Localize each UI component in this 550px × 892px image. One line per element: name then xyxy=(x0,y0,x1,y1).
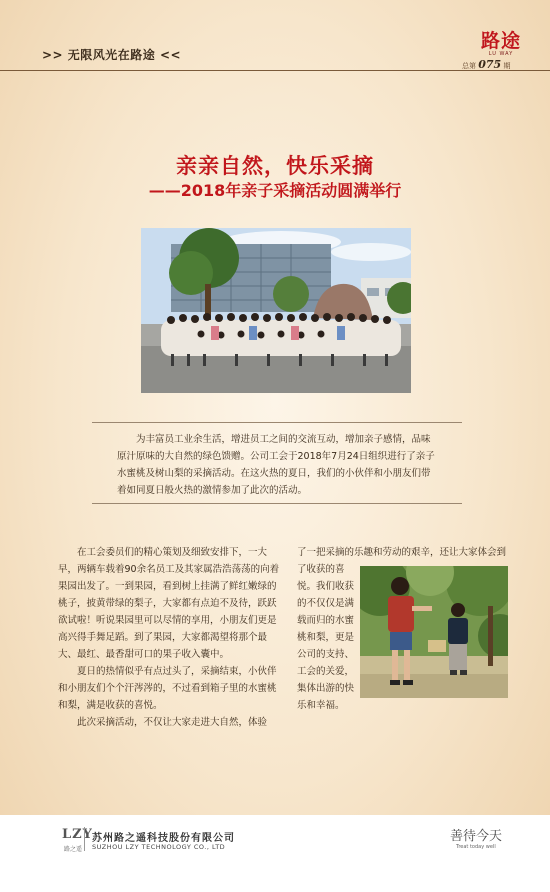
brand-logo xyxy=(466,31,536,58)
group-photo xyxy=(141,228,411,393)
body-left-column xyxy=(58,544,283,731)
issue-suffix: 期 xyxy=(503,62,511,70)
group-photo-image xyxy=(141,228,411,393)
footer-slogan-en: Treat today well xyxy=(456,844,496,850)
footer-slogan: 善待今天 xyxy=(450,829,503,844)
intro-top-rule xyxy=(92,422,462,423)
section-title: >> 无限风光在路途 << xyxy=(42,48,182,62)
intro-paragraph: 为丰富员工业余生活，增进员工之间的交流互动，增加亲子感情，品味原汁原味的大自然的绿色馈赠。公司工会于2018年7月24日组织进行了亲子水蜜桃及树山梨的采摘活动。在这火热的夏日，我们的小伙伴和小朋友们带着如同夏日般火热的激情参加了此次的活动。 xyxy=(117,434,435,496)
company-logo: LZY xyxy=(62,827,93,842)
issue-value: 075 xyxy=(478,58,502,71)
article-subtitle: ——2018年亲子采摘活动圆满举行 xyxy=(148,181,402,200)
issue-number xyxy=(462,58,542,71)
body-paragraph-3: 此次采摘活动，不仅让大家走进大自然，体验 xyxy=(77,717,268,728)
brand-english: LU WAY xyxy=(488,51,514,57)
company-name-cn: 苏州路之遥科技股份有限公司 xyxy=(92,833,235,844)
company-logo-subtitle: 路之遥 xyxy=(64,846,83,853)
body-paragraph-2: 夏日的热情似乎有点过头了，采摘结束，小伙伴和小朋友们个个汗涔涔的，不过看到箱子里的水蜜桃和梨，满是收获的喜悦。 xyxy=(58,666,277,711)
body-paragraph-1: 在工会委员们的精心策划及细致安排下，一大早，两辆车载着90余名员工及其家属浩浩荡荡的向着果园出发了。一到果园，看到树上挂满了鲜红嫩绿的桃子，披黄带绿的梨子，大家都有点迫不及待，跃跃欲试啦！听说果园里可以尽情的享用，小朋友们更是高兴得手舞足蹈。到了果园，大家都渴望将那个最大、最红、最香甜可口的果子收入囊中。 xyxy=(58,547,280,660)
footer-divider xyxy=(84,827,85,851)
intro-bottom-rule xyxy=(92,503,462,504)
picking-photo-image xyxy=(360,566,508,698)
body-right-narrow: 悦。我们收获的不仅仅是满载而归的水蜜桃和梨，更是公司的支持、工会的关爱，集体出游的快乐和幸福。 xyxy=(297,581,355,711)
company-name-en: SUZHOU LZY TECHNOLOGY CO., LTD xyxy=(92,843,226,851)
article-title: 亲亲自然，快乐采摘 xyxy=(176,154,374,178)
body-right-top: 了一把采摘的乐趣和劳动的艰辛，还让大家体会到了收获的喜 xyxy=(297,547,507,575)
issue-prefix: 总第 xyxy=(462,62,476,70)
picking-photo xyxy=(360,566,508,698)
brand-name: 路途 xyxy=(480,30,521,52)
